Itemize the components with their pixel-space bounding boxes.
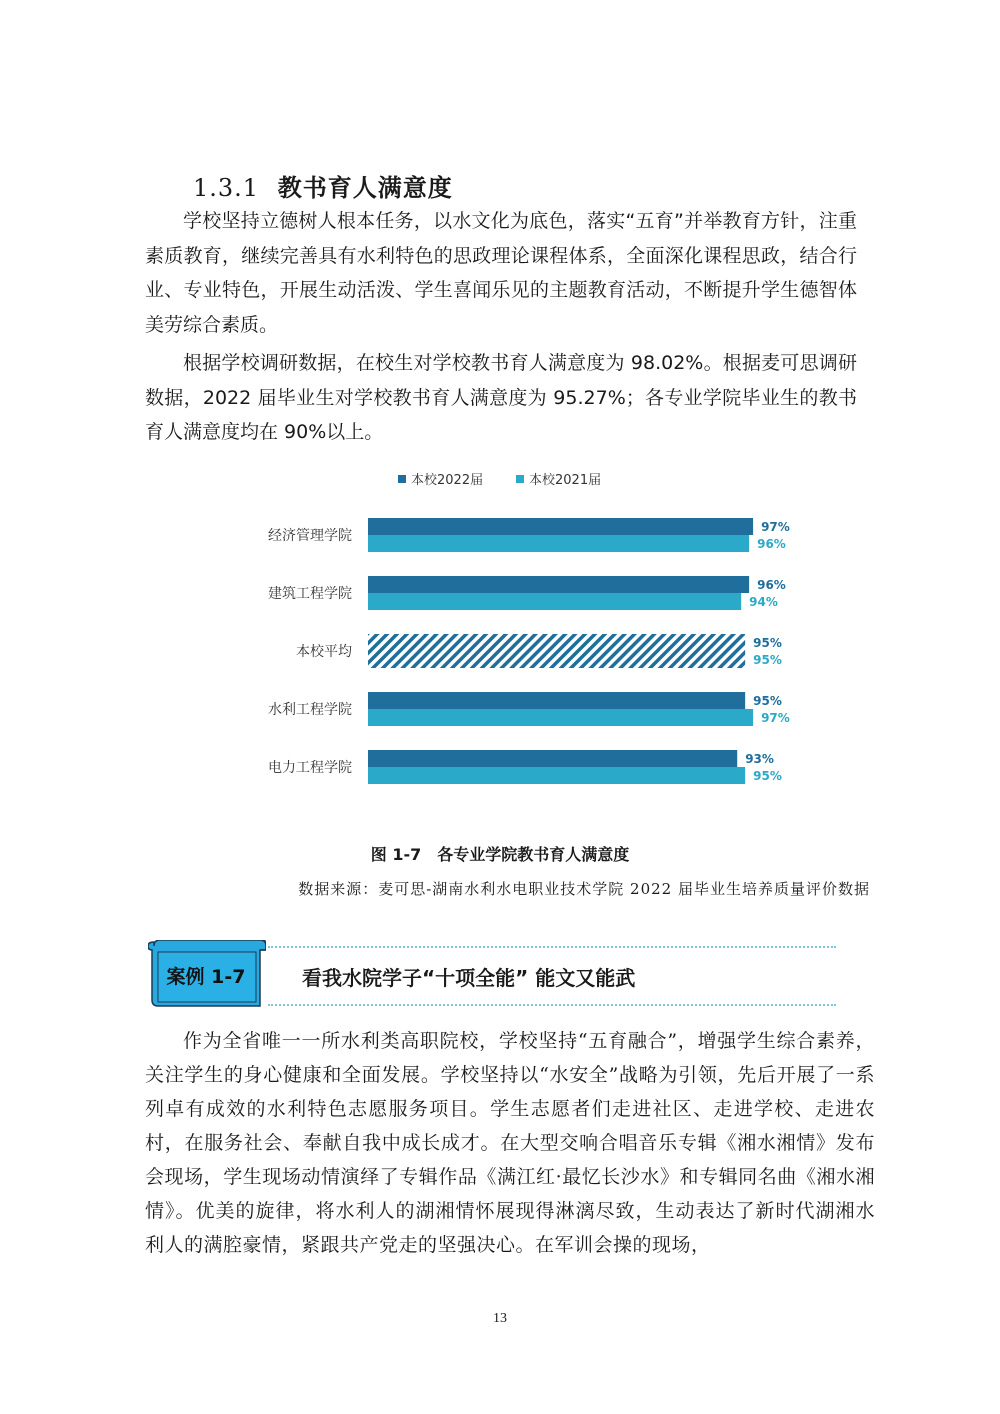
bar	[368, 576, 749, 593]
bar	[368, 709, 753, 726]
page-number: 13	[493, 1311, 507, 1326]
category-label: 电力工程学院	[268, 760, 352, 776]
data-label: 95%	[753, 694, 782, 708]
data-label: 93%	[745, 752, 774, 766]
divider	[268, 1004, 836, 1006]
section-title: 教书育人满意度	[277, 174, 453, 202]
bar	[368, 518, 753, 535]
category-label: 本校平均	[296, 644, 352, 660]
case-paragraph: 作为全省唯一一所水利类高职院校，学校坚持“五育融合”，增强学生综合素养，关注学生的身心健康和全面发展。学校坚持以“水安全”战略为引领，先后开展了一系列卓有成效的水利特色志愿服务项目。学生志愿者们走进社区、走进学校、走进农村，在服务社会、奉献自我中成长成才。在大型交响合唱音乐专辑《湘水湘情》发布会现场，学生现场动情演绎了专辑作品《满江红·最忆长沙水》和专辑同名曲《湘水湘情》。优美的旋律，将水利人的湖湘情怀展现得淋漓尽致，生动表达了新时代湖湘水利人的满腔豪情，紧跟共产党走的坚强决心。在军训会操的现场，	[145, 1030, 875, 1256]
bar	[368, 535, 749, 552]
bar	[368, 634, 745, 651]
data-label: 94%	[749, 595, 778, 609]
section-number: 1.3.1	[193, 174, 260, 202]
satisfaction-bar-chart	[230, 462, 850, 802]
legend-label: 本校2021届	[529, 473, 602, 488]
figure-caption	[0, 842, 1000, 865]
bar	[368, 651, 745, 668]
category-label: 水利工程学院	[268, 702, 352, 718]
bar	[368, 767, 745, 784]
figure-title: 各专业学院教书育人满意度	[437, 845, 630, 864]
case-title: 看我水院学子“十项全能” 能文又能武	[302, 966, 636, 990]
bar	[368, 692, 745, 709]
chart-legend	[398, 472, 601, 488]
legend-swatch	[398, 475, 406, 483]
legend-swatch	[516, 475, 524, 483]
section-heading	[193, 168, 453, 203]
data-label: 97%	[761, 520, 790, 534]
category-label: 建筑工程学院	[268, 586, 352, 602]
data-source: 数据来源：麦可思-湖南水利水电职业技术学院 2022 届毕业生培养质量评价数据	[298, 880, 870, 898]
data-label: 97%	[761, 711, 790, 725]
chart-bars	[268, 518, 790, 784]
figure-number: 图 1-7	[370, 845, 422, 864]
data-label: 95%	[753, 653, 782, 667]
body-paragraph: 学校坚持立德树人根本任务，以水文化为底色，落实“五育”并举教育方针，注重素质教育，继续完善具有水利特色的思政理论课程体系，全面深化课程思政，结合行业、专业特色，开展生动活泼、学生喜闻乐见的主题教育活动，不断提升学生德智体美劳综合素质。	[145, 210, 857, 336]
case-label: 案例 1-7	[166, 966, 246, 988]
bar	[368, 593, 741, 610]
data-label: 95%	[753, 769, 782, 783]
body-paragraph: 根据学校调研数据，在校生对学校教书育人满意度为 98.02%。根据麦可思调研数据，2022 届毕业生对学校教书育人满意度为 95.27%；各专业学院毕业生的教书育人满意度均在 90%以上。	[145, 352, 857, 443]
bar	[368, 750, 737, 767]
data-label: 96%	[757, 578, 786, 592]
data-label: 95%	[753, 636, 782, 650]
divider	[268, 946, 836, 948]
category-label: 经济管理学院	[268, 528, 352, 544]
data-label: 96%	[757, 537, 786, 551]
legend-label: 本校2022届	[411, 473, 484, 488]
